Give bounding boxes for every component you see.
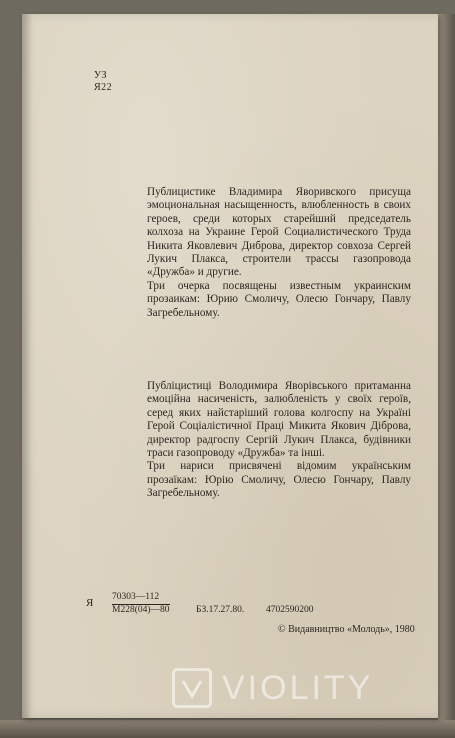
imprint-numerator: 70303—112: [112, 592, 160, 602]
catalog-code-line2: Я22: [94, 82, 113, 93]
ukrainian-annotation-paragraph1: Публіцистиці Володимира Яворівського притаманна емоційна насиченість, залюбленість у своїх героїв, серед яких найстаріший голова колгоспу на Україні Герой Соціалістичної Праці Микита Якович Діброва, директор радгоспу Сергій Лукич Плакса, будівники траси газопроводу «Дружба» та інші.: [147, 380, 411, 460]
ukrainian-annotation-paragraph2: Три нариси присвячені відомим українським прозаїкам: Юрію Смоличу, Олесю Гончару, Павлу Загребельному.: [147, 460, 411, 500]
book-edge-bottom: [0, 720, 455, 738]
ukrainian-annotation: [147, 380, 411, 501]
russian-annotation-paragraph1: Публицистике Владимира Яворивского присуща эмоциональная насыщенность, влюбленность в своих героев, среди которых старейший председатель колхоза на Украине Герой Социалистического Труда Никита Яковлевич Диброва, директор совхоза Сергей Лукич Плакса, строители трассы газопровода «Дружба» и другие.: [147, 186, 411, 279]
catalog-code: [94, 70, 112, 94]
book-edge-right: [438, 14, 455, 738]
watermark-check-icon: [180, 676, 204, 700]
imprint-number: 4702590200: [266, 605, 314, 615]
russian-annotation: [147, 186, 411, 320]
watermark-logo-icon: [172, 668, 212, 708]
imprint-letter: Я: [86, 597, 94, 609]
catalog-code-line1: УЗ: [94, 70, 107, 81]
imprint-denominator-text: М228(04)—80: [112, 605, 170, 615]
book-page: [22, 14, 438, 718]
spine-shadow: [22, 14, 32, 718]
watermark: [172, 668, 373, 708]
imprint-denominator: [112, 605, 170, 616]
russian-annotation-paragraph2: Три очерка посвящены известным украинским прозаикам: Юрию Смоличу, Олесю Гончару, Павлу Загребельному.: [147, 279, 411, 319]
imprint-bz: БЗ.17.27.80.: [196, 605, 245, 615]
watermark-text: VIOLITY: [222, 668, 374, 707]
publisher-line: © Видавництво «Молодь», 1980: [278, 624, 415, 635]
